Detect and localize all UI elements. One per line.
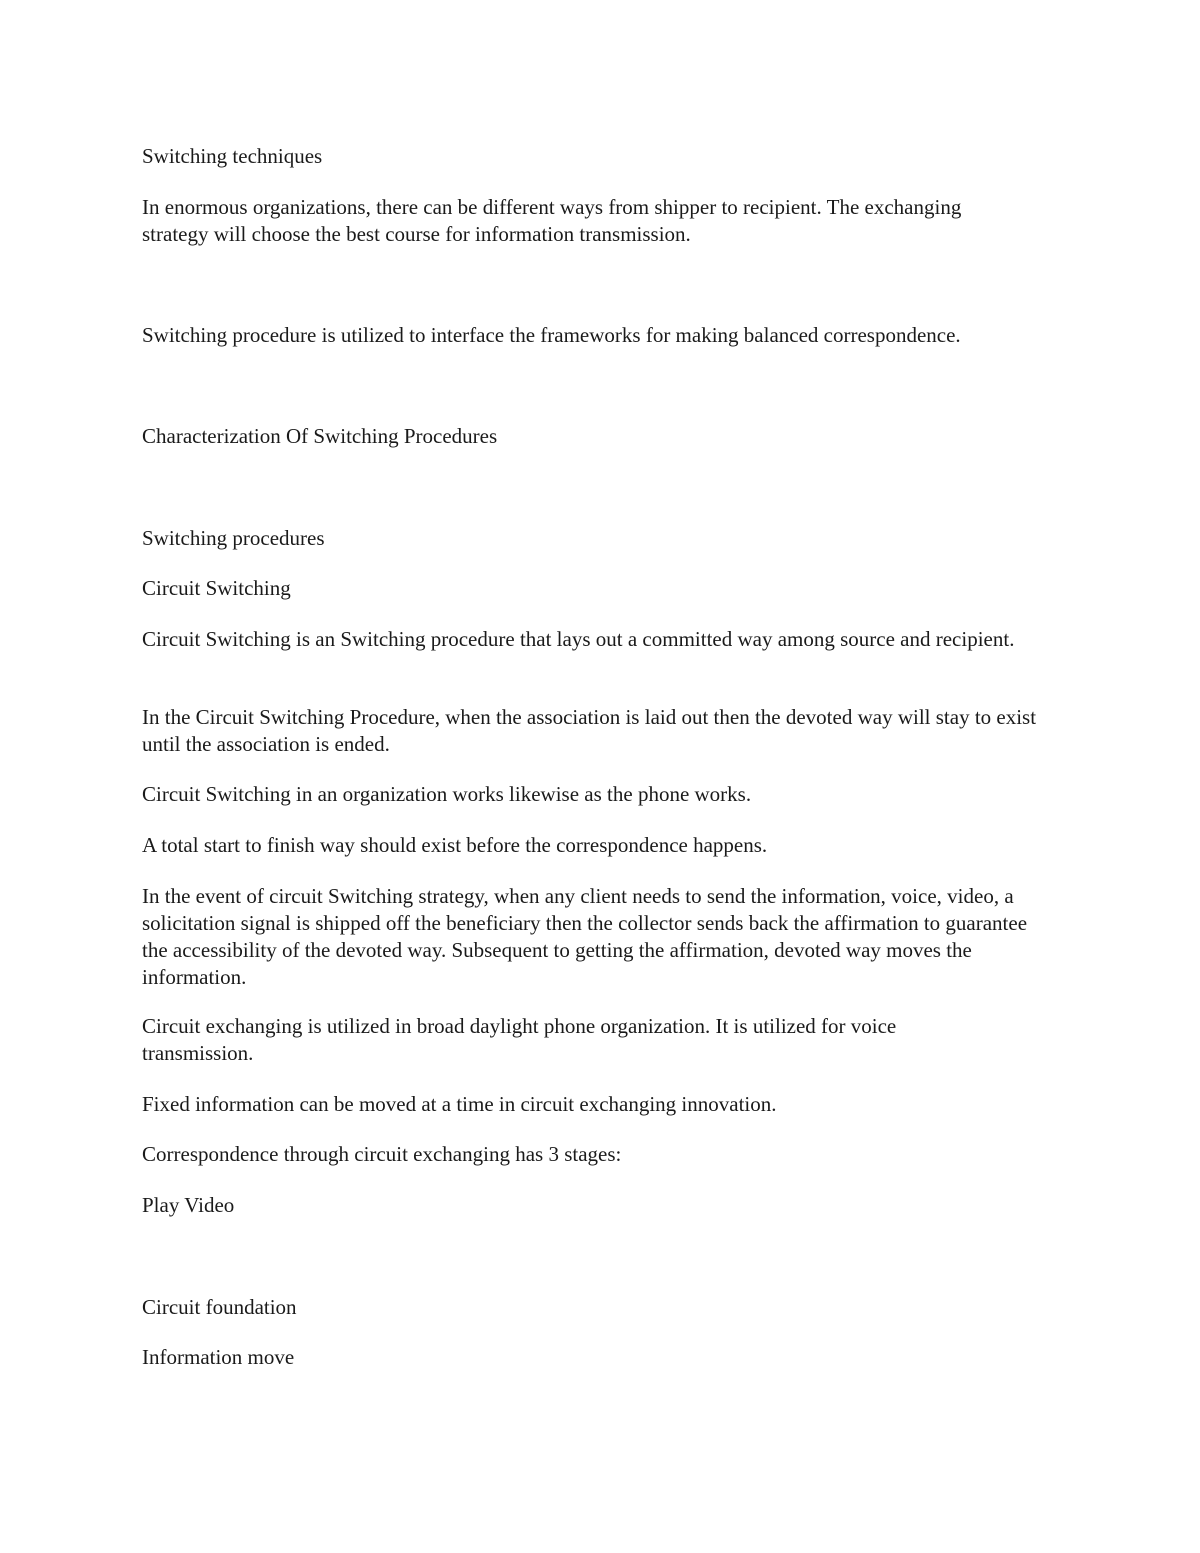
paragraph: In the event of circuit Switching strategy, when any client needs to send the information, voice, video, a solicitation signal is shipped off the beneficiary then the collector sends back the affirmation to guarantee the accessibility of the devoted way. Subsequent to getting the affirmation, devoted way moves the information. [142, 884, 1028, 989]
subsection-heading: Circuit Switching [142, 576, 291, 600]
paragraph: Circuit exchanging is utilized in broad daylight phone organization. It is utilized for voice transmission. [142, 1014, 897, 1065]
document-title: Switching techniques [142, 144, 323, 168]
paragraph: In enormous organizations, there can be different ways from shipper to recipient. The exchanging strategy will choose the best course for information transmission. [142, 195, 962, 246]
paragraph: Correspondence through circuit exchanging has 3 stages: [142, 1142, 622, 1166]
paragraph: Circuit Switching in an organization works likewise as the phone works. [142, 782, 752, 806]
section-heading: Switching procedures [142, 526, 325, 550]
list-item: Information move [142, 1345, 295, 1369]
paragraph: Fixed information can be moved at a time in circuit exchanging innovation. [142, 1092, 777, 1116]
section-heading: Characterization Of Switching Procedures [142, 424, 498, 448]
paragraph: Switching procedure is utilized to interface the frameworks for making balanced correspondence. [142, 323, 961, 347]
list-item: Circuit foundation [142, 1295, 297, 1319]
paragraph: In the Circuit Switching Procedure, when the association is laid out then the devoted way will stay to exist until the association is ended. [142, 705, 1037, 756]
paragraph: Play Video [142, 1193, 235, 1217]
paragraph: Circuit Switching is an Switching procedure that lays out a committed way among source and recipient. [142, 627, 1015, 651]
paragraph: A total start to finish way should exist before the correspondence happens. [142, 833, 768, 857]
